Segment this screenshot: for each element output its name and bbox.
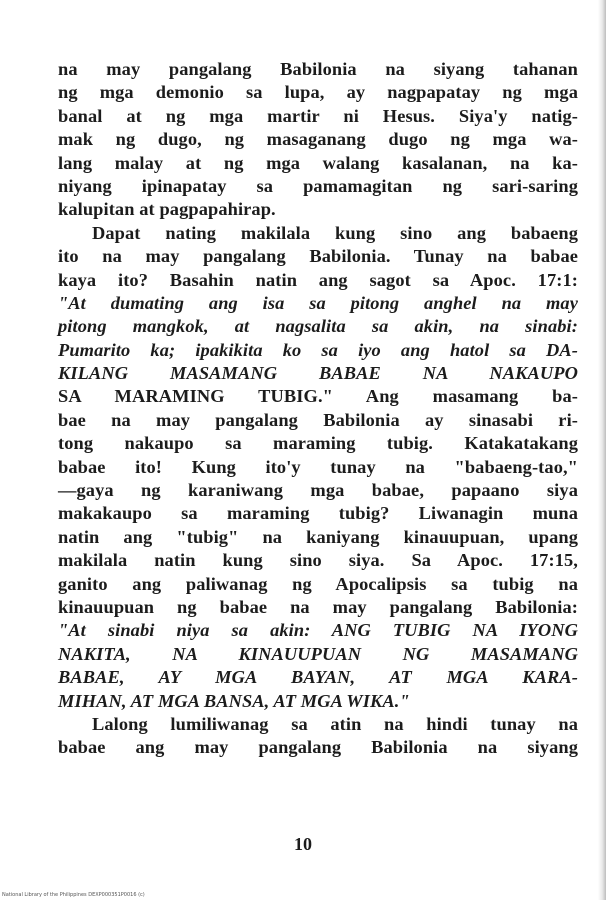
quote-line: Pumarito ka; ipakikita ko sa iyo ang hatol sa DA-	[58, 339, 578, 360]
text-line: babae ang may pangalang Babilonia na siyang	[58, 737, 578, 758]
page-number: 10	[294, 834, 312, 854]
quote-line: KILANG MASAMANG BABAE NA NAKAUPO	[58, 363, 578, 384]
text-line: ng mga demonio sa lupa, ay nagpapatay ng mga	[58, 82, 578, 103]
quote-line: NAKITA, NA KINAUUPUAN NG MASAMANG	[58, 643, 578, 664]
text-line: ganito ang paliwanag ng Apocalipsis sa tubig na	[58, 573, 578, 594]
text-line: Dapat nating makilala kung sino ang babaeng	[92, 222, 578, 243]
text-line: babae ito! Kung ito'y tunay na "babaeng-tao,"	[58, 456, 578, 477]
paragraph-1	[58, 58, 578, 222]
quote-line: MIHAN, AT MGA BANSA, AT MGA WIKA."	[58, 690, 410, 711]
text-line: banal at ng mga martir ni Hesus. Siya'y natig-	[58, 105, 578, 126]
text-line: kaya ito? Basahin natin ang sagot sa Apoc. 17:1:	[58, 269, 578, 290]
text-line: natin ang "tubig" na kaniyang kinauupuan, upang	[58, 526, 578, 547]
text-line: makakaupo sa maraming tubig? Liwanagin muna	[58, 503, 578, 524]
text-line: kinauupuan ng babae na may pangalang Babilonia:	[58, 596, 578, 617]
text-line: mak ng dugo, ng masaganang dugo ng mga wa-	[58, 129, 578, 150]
quote-line: BABAE, AY MGA BAYAN, AT MGA KARA-	[58, 667, 578, 688]
text-line: makilala natin kung sino siya. Sa Apoc. 17:15,	[58, 550, 578, 571]
text-line: niyang ipinapatay sa pamamagitan ng sari-saring	[58, 175, 578, 196]
quote-line: "At sinabi niya sa akin: ANG TUBIG NA IYONG	[58, 620, 578, 641]
document-page	[58, 58, 578, 760]
page-edge-shadow	[598, 0, 606, 900]
text-line: SA MARAMING TUBIG." Ang masamang ba-	[58, 386, 578, 407]
text-line: Lalong lumiliwanag sa atin na hindi tunay na	[92, 713, 578, 734]
paragraph-2	[58, 222, 578, 713]
text-line: na may pangalang Babilonia na siyang tahanan	[58, 59, 578, 79]
text-line: —gaya ng karaniwang mga babae, papaano siya	[58, 480, 578, 501]
text-line: kalupitan at pagpapahirap.	[58, 199, 276, 220]
quote-line: "At dumating ang isa sa pitong anghel na may	[58, 292, 578, 313]
quote-line: pitong mangkok, at nagsalita sa akin, na sinabi:	[58, 316, 578, 337]
paragraph-3	[58, 713, 578, 760]
scan-footer: National Library of the Philippines DEXP000351P0016 (c)	[2, 892, 145, 898]
text-line: ito na may pangalang Babilonia. Tunay na babae	[58, 246, 578, 267]
text-line: tong nakaupo sa maraming tubig. Katakatakang	[58, 433, 578, 454]
text-line: lang malay at ng mga walang kasalanan, na ka-	[58, 152, 578, 173]
text-line: bae na may pangalang Babilonia ay sinasabi ri-	[58, 409, 578, 430]
